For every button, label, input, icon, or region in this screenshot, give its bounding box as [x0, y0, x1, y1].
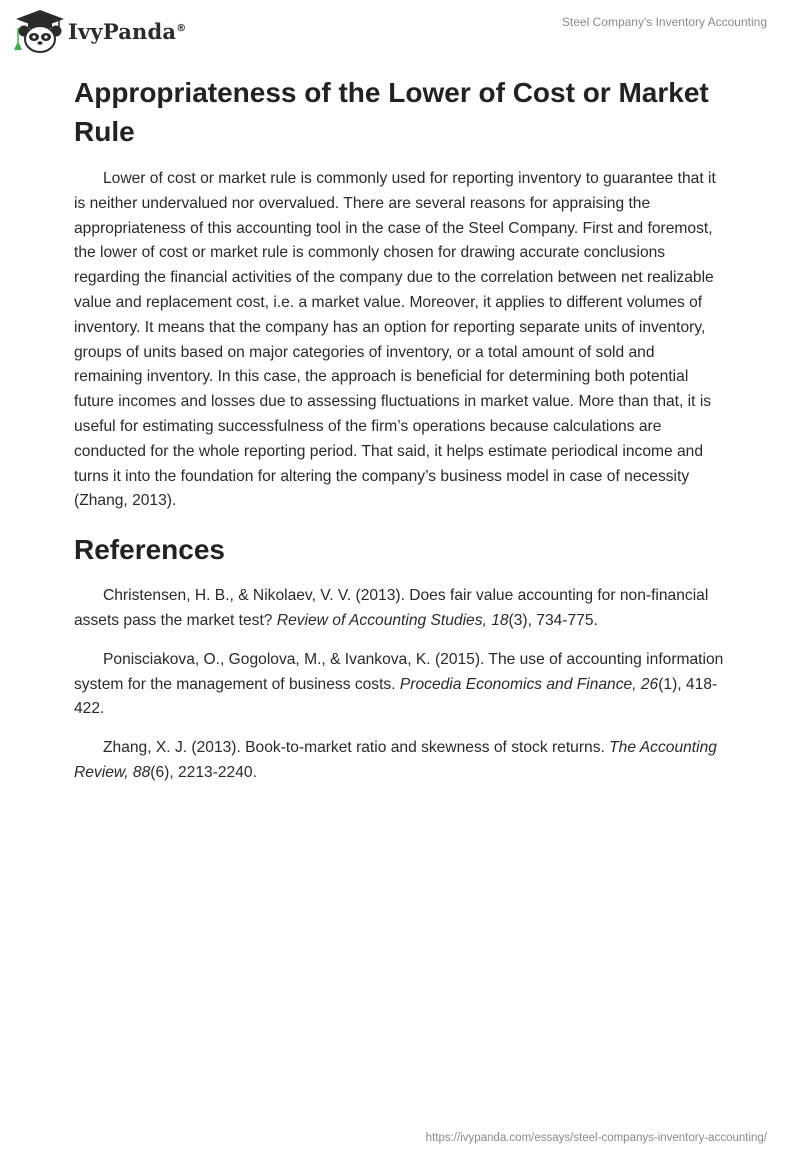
reference-authors: Zhang, X. J. (2013). Book-to-market ratio and skewness of stock returns. [103, 739, 610, 757]
reference-details: (1), 418-422. [74, 675, 718, 718]
reference-authors: Christensen, H. B., & Nikolaev, V. V. (2013). Does fair value accounting for non-financial assets pass the market test? [74, 587, 709, 629]
registered-mark: ® [176, 22, 187, 34]
brand-name: IvyPanda® [68, 18, 187, 44]
source-url[interactable]: https://ivypanda.com/essays/steel-companys-inventory-accounting/ [425, 1132, 767, 1144]
reference-entry [74, 736, 726, 786]
reference-source: The Accounting Review, 88 [74, 739, 717, 781]
reference-details: (3), 734-775. [508, 611, 598, 629]
reference-source: Review of Accounting Studies, 18 [276, 611, 509, 629]
reference-entry [74, 584, 726, 634]
reference-authors: Ponisciakova, O., Gogolova, M., & Ivankova, K. (2015). The use of accounting information system for the management of business costs. [74, 650, 724, 693]
document-body [74, 68, 726, 786]
body-paragraph: Lower of cost or market rule is commonly used for reporting inventory to guarantee that it is neither undervalued nor overvalued. There are several reasons for appraising the appropriateness of this accounting tool in the case of the Steel Company. First and foremost, the lower of cost or market rule is commonly chosen for drawing accurate conclusions regarding the financial activities of the company due to the correlation between net realizable value and replacement cost, i.e. a market value. Moreover, it applies to different volumes of inventory. It means that the company has an option for reporting separate units of inventory, groups of units based on major categories of inventory, or a total amount of sold and remaining inventory. In this case, the approach is beneficial for determining both potential future incomes and losses due to assessing fluctuations in market value. More than that, it is useful for estimating successfulness of the firm’s operations because calculations are conducted for the whole reporting period. That said, it helps estimate periodical income and turns it into the foundation for altering the company’s business model in case of necessity (Zhang, 2013). [74, 170, 716, 510]
references-heading: References [74, 534, 225, 566]
brand-logo[interactable] [14, 8, 186, 54]
reference-source: Procedia Economics and Finance, 26 [399, 675, 659, 693]
document-title: Steel Company's Inventory Accounting [561, 15, 767, 29]
panda-graduate-icon [14, 8, 66, 54]
section-heading: Appropriateness of the Lower of Cost or Market Rule [74, 77, 709, 147]
page-header [0, 0, 800, 62]
reference-details: (6), 2213-2240. [150, 763, 257, 781]
reference-entry [74, 648, 726, 722]
